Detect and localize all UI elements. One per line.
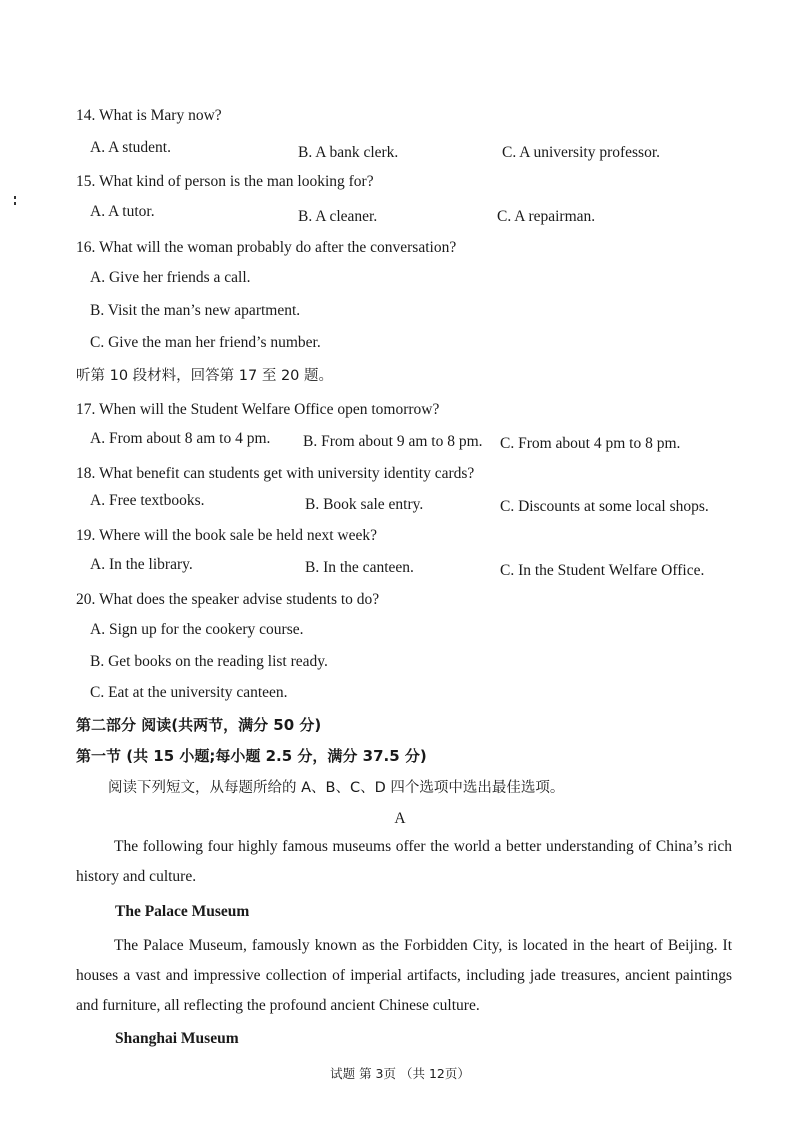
reading-instruction: 阅读下列短文，从每题所给的 A、B、C、D 四个选项中选出最佳选项。 — [108, 780, 565, 796]
question-17-option-b: B. From about 9 am to 8 pm. — [303, 433, 483, 450]
page-footer: 试题 第 3页 （共 12页） — [330, 1066, 470, 1081]
question-16-option-b: B. Visit the man’s new apartment. — [90, 302, 301, 319]
question-15-stem: 15. What kind of person is the man looking for? — [76, 173, 374, 190]
section1-title: 第一节 (共 15 小题;每小题 2.5 分，满分 37.5 分) — [76, 747, 427, 765]
question-17-option-c: C. From about 4 pm to 8 pm. — [500, 435, 681, 452]
question-14-option-a: A. A student. — [90, 139, 171, 156]
question-19-option-c: C. In the Student Welfare Office. — [500, 562, 705, 579]
question-20-stem: 20. What does the speaker advise students to do? — [76, 591, 380, 608]
section-note: 听第 10 段材料，回答第 17 至 20 题。 — [76, 368, 334, 384]
question-19-stem: 19. Where will the book sale be held next week? — [76, 527, 378, 544]
museum-1-title: The Palace Museum — [115, 903, 250, 920]
question-15-option-a: A. A tutor. — [90, 203, 155, 220]
question-20-option-c: C. Eat at the university canteen. — [90, 684, 288, 701]
question-18-option-b: B. Book sale entry. — [305, 496, 424, 513]
question-15-option-c: C. A repairman. — [497, 208, 596, 225]
part2-title: 第二部分 阅读(共两节，满分 50 分) — [76, 716, 322, 734]
question-14-option-b: B. A bank clerk. — [298, 144, 399, 161]
passage-letter: A — [394, 810, 406, 827]
intro-paragraph: The following four highly famous museums offer the world a better understanding of China’s rich history and culture. — [76, 838, 732, 885]
question-16-stem: 16. What will the woman probably do after the conversation? — [76, 239, 457, 256]
question-14-stem: 14. What is Mary now? — [76, 107, 222, 124]
question-17-option-a: A. From about 8 am to 4 pm. — [90, 430, 271, 447]
question-14-option-c: C. A university professor. — [502, 144, 661, 161]
museum-1-paragraph: The Palace Museum, famously known as the Forbidden City, is located in the heart of Beijing. It houses a vast and impressive collection of imperial artifacts, including jade treasures, ancient paintings and furniture, all reflecting the profound ancient Chinese culture. — [76, 937, 732, 1014]
question-19-option-b: B. In the canteen. — [305, 559, 414, 576]
question-17-stem: 17. When will the Student Welfare Office open tomorrow? — [76, 401, 440, 418]
margin-mark — [14, 196, 17, 210]
question-18-stem: 18. What benefit can students get with university identity cards? — [76, 465, 475, 482]
question-20-option-b: B. Get books on the reading list ready. — [90, 653, 328, 670]
question-19-option-a: A. In the library. — [90, 556, 193, 573]
museum-2-title: Shanghai Museum — [115, 1030, 239, 1047]
question-16-option-a: A. Give her friends a call. — [90, 269, 251, 286]
question-18-option-c: C. Discounts at some local shops. — [500, 498, 709, 515]
question-18-option-a: A. Free textbooks. — [90, 492, 205, 509]
question-15-option-b: B. A cleaner. — [298, 208, 378, 225]
question-20-option-a: A. Sign up for the cookery course. — [90, 621, 304, 638]
question-16-option-c: C. Give the man her friend’s number. — [90, 334, 321, 351]
